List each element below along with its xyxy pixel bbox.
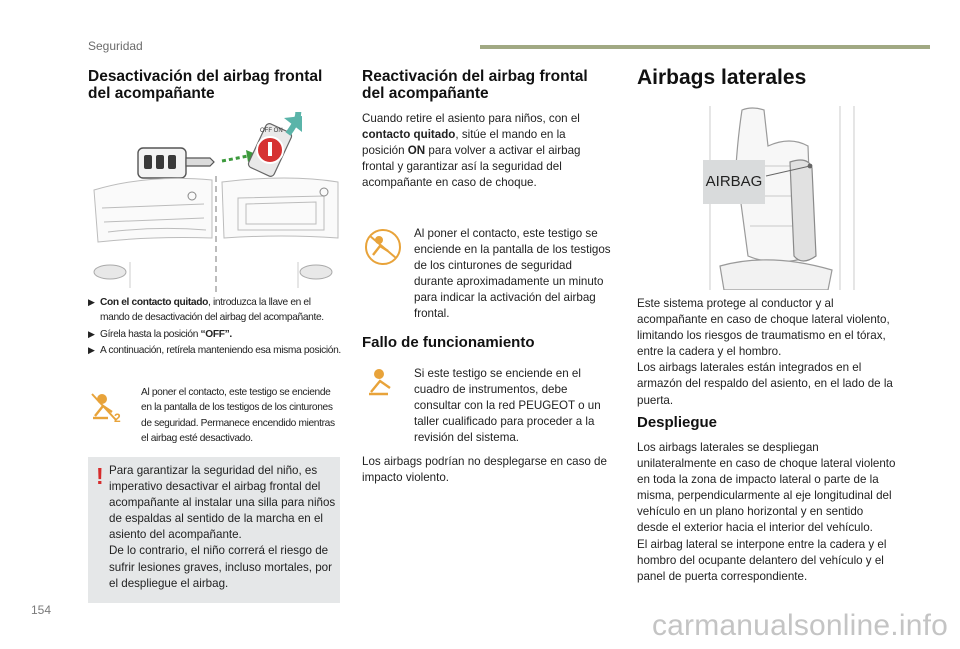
airbag-off-indicator-icon — [90, 390, 126, 426]
svg-text:OFF ON: OFF ON — [260, 128, 283, 134]
reactivation-title: Reactivación del airbag frontal del acompañante — [362, 68, 588, 102]
glovebox-left-view — [94, 178, 212, 288]
airbag-label-box: AIRBAG — [703, 160, 765, 204]
glovebox-switch-illustration — [88, 112, 342, 292]
fault-title: Fallo de funcionamiento — [362, 334, 535, 351]
svg-text:2: 2 — [114, 411, 121, 425]
bullet-icon: ▶ — [88, 297, 95, 307]
warning-exclamation-icon: ! — [96, 463, 104, 489]
key-icon — [138, 148, 214, 178]
fault-note: Si este testigo se enciende en el cuadro de instrumentos, debe consultar con la red PEUGEOT o un taller cualificado para proceder a la revisión del sistema. — [414, 367, 601, 445]
bullet-icon: ▶ — [88, 345, 95, 356]
glovebox-right-view — [222, 178, 338, 288]
step-2: ▶ Gírela hasta la posición “OFF”. — [88, 327, 342, 342]
warning-text: Para garantizar la seguridad del niño, es imperativo desactivar el airbag frontal del acompañante al instalar una silla para niños de espaldas al sentido de la marcha en el asiento del acompañante. De lo contrario, el niño correrá el riesgo de sufrir lesiones graves, incluso mortales, por el despliegue el airbag. — [109, 464, 336, 590]
bullet-icon: ▶ — [88, 328, 95, 339]
airbag-switch-icon — [247, 122, 293, 177]
child-seat-warning-box — [88, 457, 340, 603]
step-3: ▶ A continuación, retírela manteniendo esa misma posición. — [88, 343, 342, 358]
page-number: 154 — [31, 603, 52, 617]
deploy-description: Los airbags laterales se despliegan unilateralmente en caso de choque lateral violento en toda la zona de impacto lateral o parte de la misma, perpendicularmente al eje longitudinal del vehículo en un plano horizontal y en sentido desde el exterior hacia el interior del vehículo. El airbag lateral se interpone entre la cadera y el hombro del ocupante delantero del vehículo y el panel de puerta correspondiente. — [637, 441, 896, 583]
step-1: ▶ Con el contacto quitado, introduzca la llave en el mando de desactivación del airbag del acompañante. — [88, 297, 324, 324]
watermark: carmanualsonline.info — [651, 609, 948, 642]
side-airbag-icon — [790, 160, 816, 261]
section-label: Seguridad — [88, 39, 143, 53]
side-airbags-description: Este sistema protege al conductor y al acompañante en caso de choque lateral violento, limitando los riesgos de traumatismo en el tórax, entre la cadera y el hombro. Los airbags laterales están integrados en el armazón del respaldo del asiento, en el lado de la puerta. — [637, 297, 893, 407]
on-indicator-note: Al poner el contacto, este testigo se enciende en la pantalla de los testigos de los cinturones de seguridad durante aproximadamente un minuto para indicar la activación del airbag frontal. — [414, 227, 611, 321]
deploy-title: Despliegue — [637, 414, 718, 431]
side-airbags-title: Airbags laterales — [637, 66, 807, 89]
section-accent-bar — [480, 45, 930, 49]
deactivation-steps — [88, 295, 342, 360]
deactivation-title: Desactivación del airbag frontal del acompañante — [88, 68, 323, 102]
airbag-fault-indicator-icon — [366, 366, 400, 400]
airbag-on-indicator-icon — [364, 228, 402, 266]
off-indicator-note: Al poner el contacto, este testigo se enciende en la pantalla de los testigos de los cinturones de seguridad. Permanece encendido mientras el airbag esté desactivado. — [141, 387, 335, 445]
reactivation-paragraph: Cuando retire el asiento para niños, con el contacto quitado, sitúe el mando en la posición ON para volver a activar el airbag frontal y garantizar así la seguridad del acompañante en caso de choque. — [362, 112, 581, 190]
fault-paragraph: Los airbags podrían no desplegarse en caso de impacto violento. — [362, 455, 607, 485]
